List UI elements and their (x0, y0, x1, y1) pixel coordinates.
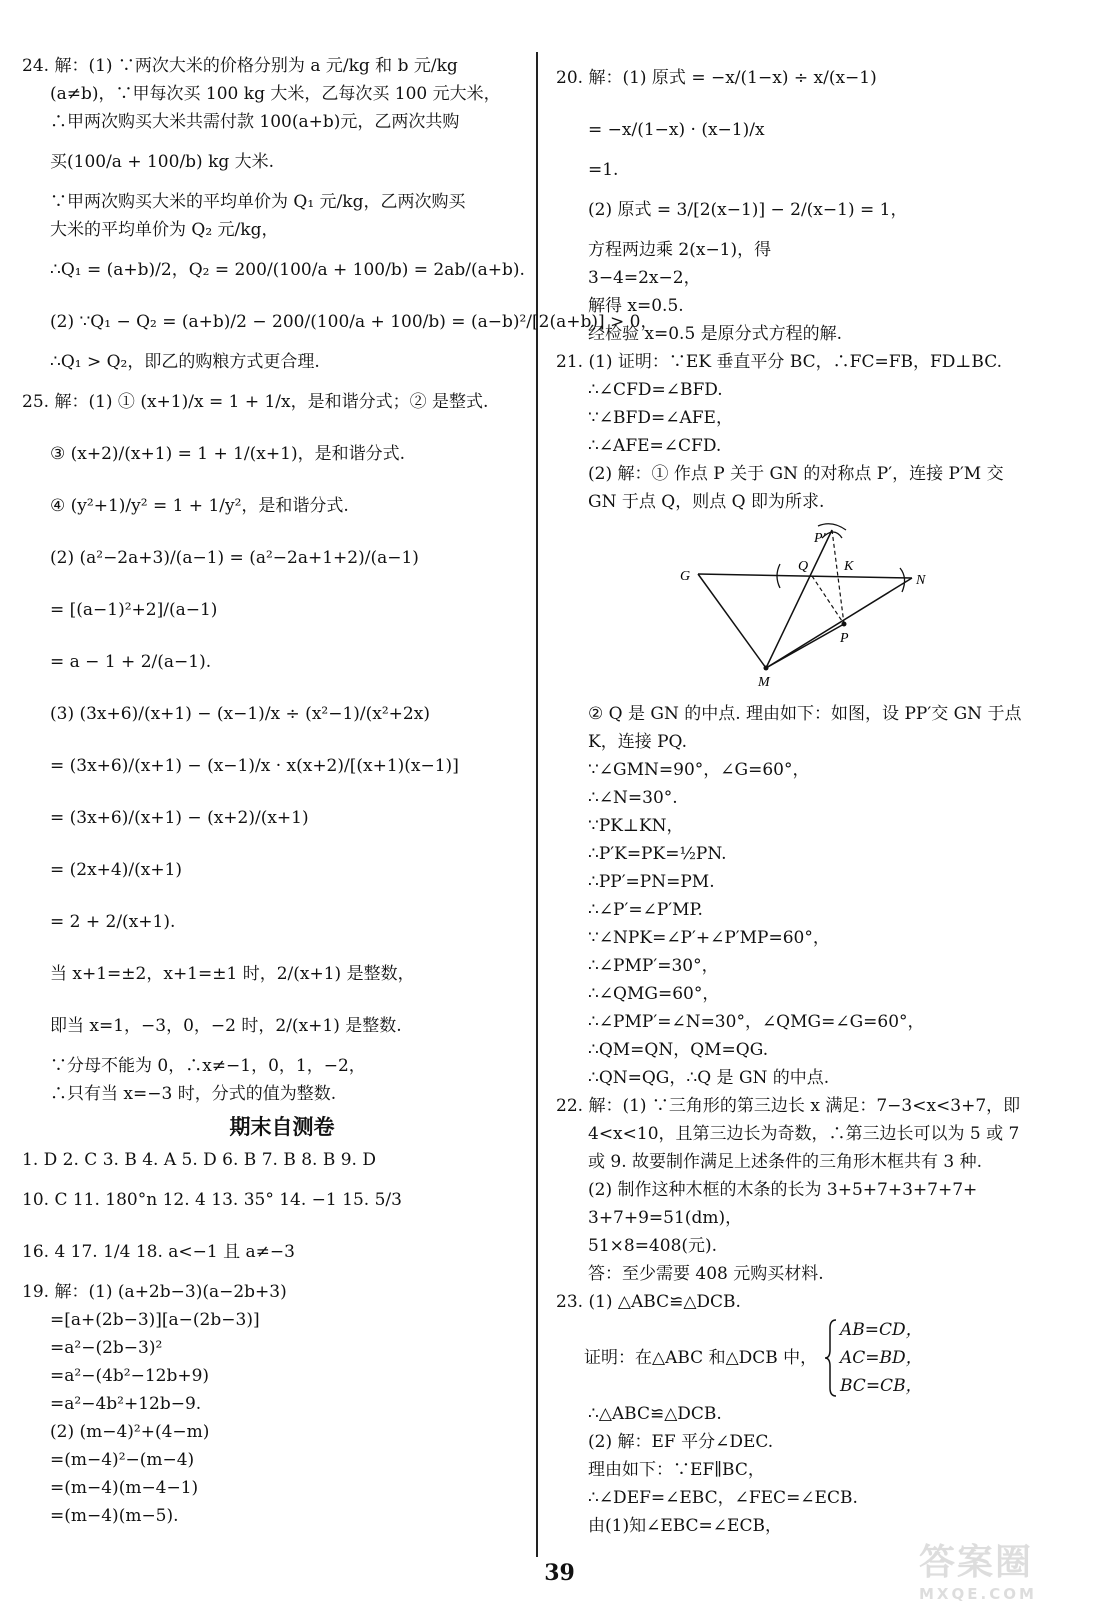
q19-line-2: =[a+(2b−3)][a−(2b−3)] (50, 1310, 260, 1330)
q20-line-8: 经检验 x=0.5 是原分式方程的解. (588, 324, 843, 344)
q23-brace-item-1: AB=CD， (840, 1320, 923, 1340)
answers-line-2: 10. C 11. 180°n 12. 4 13. 35° 14. −1 15. 5/3 (22, 1190, 402, 1210)
q23b-line-3: 理由如下：∵EF∥BC， (588, 1460, 765, 1480)
q21-line-4: ∴∠AFE=∠CFD. (588, 436, 722, 456)
q25-line-15: ∴只有当 x=−3 时，分式的值为整数. (50, 1084, 337, 1104)
q23b-line-2: (2) 解：EF 平分∠DEC. (588, 1432, 774, 1452)
answers-line-3: 16. 4 17. 1/4 18. a<−1 且 a≠−3 (22, 1242, 295, 1262)
q21b-line-5: ∵PK⊥KN， (588, 816, 684, 836)
label-p-prime: P′ (814, 531, 826, 546)
line-gn (698, 574, 912, 578)
watermark-en: MXQE.COM (919, 1585, 1037, 1603)
q21-line-2: ∴∠CFD=∠BFD. (588, 380, 723, 400)
q25-line-2: ③ (x+2)/(x+1) = 1 + 1/(x+1)，是和谐分式. (50, 444, 405, 464)
section-title: 期末自测卷 (229, 1115, 335, 1139)
construction-arc-top-1 (818, 524, 846, 530)
point-m (764, 666, 769, 671)
q21b-line-3: ∵∠GMN=90°，∠G=60°， (588, 760, 810, 780)
q25-line-5: = [(a−1)²+2]/(a−1) (50, 600, 218, 620)
q20-line-6: 3−4=2x−2， (588, 268, 701, 288)
q24-line-7: ∴Q₁ = (a+b)/2，Q₂ = 200/(100/a + 100/b) = 2ab/(a+b). (50, 260, 525, 280)
line-gm (698, 574, 766, 668)
q21-line-5: (2) 解：① 作点 P 关于 GN 的对称点 P′，连接 P′M 交 (588, 464, 1004, 484)
watermark-cn: 答案圈 (919, 1542, 1034, 1583)
q23-brace-item-2: AC=BD， (840, 1348, 923, 1368)
q25-line-13: 即当 x=1，−3，0，−2 时，2/(x+1) 是整数. (50, 1016, 402, 1036)
q21b-line-4: ∴∠N=30°. (588, 788, 678, 808)
line-mp (766, 624, 844, 668)
right-column (556, 52, 1096, 1540)
q24-line-5: ∵甲两次购买大米的平均单价为 Q₁ 元/kg，乙两次购买 (50, 192, 466, 212)
q19-line-1: 19. 解：(1) (a+2b−3)(a−2b+3) (22, 1282, 287, 1302)
q22-line-6: 51×8=408(元). (588, 1236, 718, 1256)
q20-line-5: 方程两边乘 2(x−1)，得 (588, 240, 772, 260)
q24-line-8: (2) ∵Q₁ − Q₂ = (a+b)/2 − 200/(100/a + 100/b) = (a−b)²/[2(a+b)] > 0， (50, 312, 658, 332)
q21-line-6: GN 于点 Q，则点 Q 即为所求. (588, 492, 825, 512)
q25-line-9: = (3x+6)/(x+1) − (x+2)/(x+1) (50, 808, 309, 828)
q20-line-1: 20. 解：(1) 原式 = −x/(1−x) ÷ x/(x−1) (556, 68, 877, 88)
q24-line-3: ∴甲两次购买大米共需付款 100(a+b)元，乙两次共购 (50, 112, 460, 132)
q21b-line-6: ∴P′K=PK=½PN. (588, 844, 727, 864)
q19-line-5: =a²−4b²+12b−9. (50, 1394, 202, 1414)
q25-line-7: (3) (3x+6)/(x+1) − (x−1)/x ÷ (x²−1)/(x²+2x) (50, 704, 430, 724)
q22-line-7: 答：至少需要 408 元购买材料. (588, 1264, 824, 1284)
q21b-line-10: ∴∠PMP′=30°， (588, 956, 719, 976)
label-p: P (840, 631, 849, 646)
q22-line-5: 3+7+9=51(dm)， (588, 1208, 743, 1228)
q22-line-3: 或 9. 故要制作满足上述条件的三角形木框共有 3 种. (588, 1152, 983, 1172)
q19-line-9: =(m−4)(m−5). (50, 1506, 179, 1526)
q21b-line-11: ∴∠QMG=60°， (588, 984, 720, 1004)
q25-line-4: (2) (a²−2a+3)/(a−1) = (a²−2a+1+2)/(a−1) (50, 548, 419, 568)
q25-line-14: ∵分母不能为 0，∴x≠−1，0，1，−2， (50, 1056, 366, 1076)
label-g: G (680, 569, 691, 584)
q20-line-2: = −x/(1−x) · (x−1)/x (588, 120, 765, 140)
label-k: K (844, 559, 854, 574)
label-n: N (916, 573, 926, 588)
label-m: M (758, 675, 770, 690)
q20-line-3: =1. (588, 160, 619, 180)
label-q: Q (798, 559, 809, 574)
q24-line-2: (a≠b)，∵甲每次买 100 kg 大米，乙每次买 100 元大米， (50, 84, 501, 104)
geometry-diagram (676, 522, 936, 692)
q25-line-12: 当 x+1=±2，x+1=±1 时，2/(x+1) 是整数， (50, 964, 415, 984)
q23-brace-items (840, 1316, 923, 1400)
q25-line-11: = 2 + 2/(x+1). (50, 912, 176, 932)
construction-arc-right (900, 568, 905, 592)
q23-line-1: 23. (1) △ABC≌△DCB. (556, 1292, 741, 1312)
q19-line-4: =a²−(4b²−12b+9) (50, 1366, 210, 1386)
q23b-line-5: 由(1)知∠EBC=∠ECB， (588, 1516, 782, 1536)
q22-line-4: (2) 制作这种木框的木条的长为 3+5+7+3+7+7+ (588, 1180, 978, 1200)
q24-line-9: ∴Q₁ > Q₂，即乙的购粮方式更合理. (50, 352, 320, 372)
q24-line-4: 买(100/a + 100/b) kg 大米. (50, 152, 275, 172)
watermark-logo (919, 1534, 1099, 1603)
q21b-line-7: ∴PP′=PN=PM. (588, 872, 715, 892)
q21b-line-2: K，连接 PQ. (588, 732, 688, 752)
q22-line-1: 22. 解：(1) ∵三角形的第三边长 x 满足：7−3<x<3+7，即 (556, 1096, 1021, 1116)
q19-line-6: (2) (m−4)²+(4−m) (50, 1422, 210, 1442)
q25-line-3: ④ (y²+1)/y² = 1 + 1/y²，是和谐分式. (50, 496, 349, 516)
q20-line-7: 解得 x=0.5. (588, 296, 684, 316)
q21b-line-12: ∴∠PMP′=∠N=30°，∠QMG=∠G=60°， (588, 1012, 925, 1032)
q25-line-1: 25. 解：(1) ① (x+1)/x = 1 + 1/x，是和谐分式；② 是整式. (22, 392, 489, 412)
q22-line-2: 4<x<10，且第三边长为奇数，∴第三边长可以为 5 或 7 (588, 1124, 1020, 1144)
q21-line-1: 21. (1) 证明：∵EK 垂直平分 BC，∴FC=FB，FD⊥BC. (556, 352, 1003, 372)
geometry-figure (676, 522, 1096, 696)
column-divider (536, 52, 538, 1557)
q23-proof-label: 证明：在△ABC 和△DCB 中， (584, 1348, 818, 1368)
line-qp (812, 576, 844, 624)
q19-line-3: =a²−(2b−3)² (50, 1338, 163, 1358)
q21b-line-1: ② Q 是 GN 的中点. 理由如下：如图，设 PP′交 GN 于点 (588, 704, 1022, 724)
q24-line-1: 24. 解：(1) ∵两次大米的价格分别为 a 元/kg 和 b 元/kg (22, 56, 458, 76)
point-p (842, 622, 847, 627)
q21b-line-14: ∴QN=QG，∴Q 是 GN 的中点. (588, 1068, 830, 1088)
q24-line-6: 大米的平均单价为 Q₂ 元/kg， (50, 220, 279, 240)
q23b-line-1: ∴△ABC≌△DCB. (588, 1404, 722, 1424)
q23-brace-item-3: BC=CB， (840, 1376, 923, 1396)
left-brace-icon (824, 1318, 838, 1398)
q23-proof-brace-block (556, 1316, 1096, 1400)
q19-line-7: =(m−4)²−(m−4) (50, 1450, 195, 1470)
answers-line-1: 1. D 2. C 3. B 4. A 5. D 6. B 7. B 8. B 9. D (22, 1150, 376, 1170)
q19-line-8: =(m−4)(m−4−1) (50, 1478, 199, 1498)
q21-line-3: ∵∠BFD=∠AFE， (588, 408, 733, 428)
q20-line-4: (2) 原式 = 3/[2(x−1)] − 2/(x−1) = 1， (588, 200, 908, 220)
q21b-line-13: ∴QM=QN，QM=QG. (588, 1040, 769, 1060)
q21b-line-8: ∴∠P′=∠P′MP. (588, 900, 703, 920)
page-number: 39 (544, 1560, 575, 1586)
q21b-line-9: ∵∠NPK=∠P′+∠P′MP=60°， (588, 928, 830, 948)
q25-line-8: = (3x+6)/(x+1) − (x−1)/x · x(x+2)/[(x+1)(x−1)] (50, 756, 459, 776)
q23b-line-4: ∴∠DEF=∠EBC，∠FEC=∠ECB. (588, 1488, 858, 1508)
q25-line-6: = a − 1 + 2/(a−1). (50, 652, 212, 672)
q25-line-10: = (2x+4)/(x+1) (50, 860, 183, 880)
